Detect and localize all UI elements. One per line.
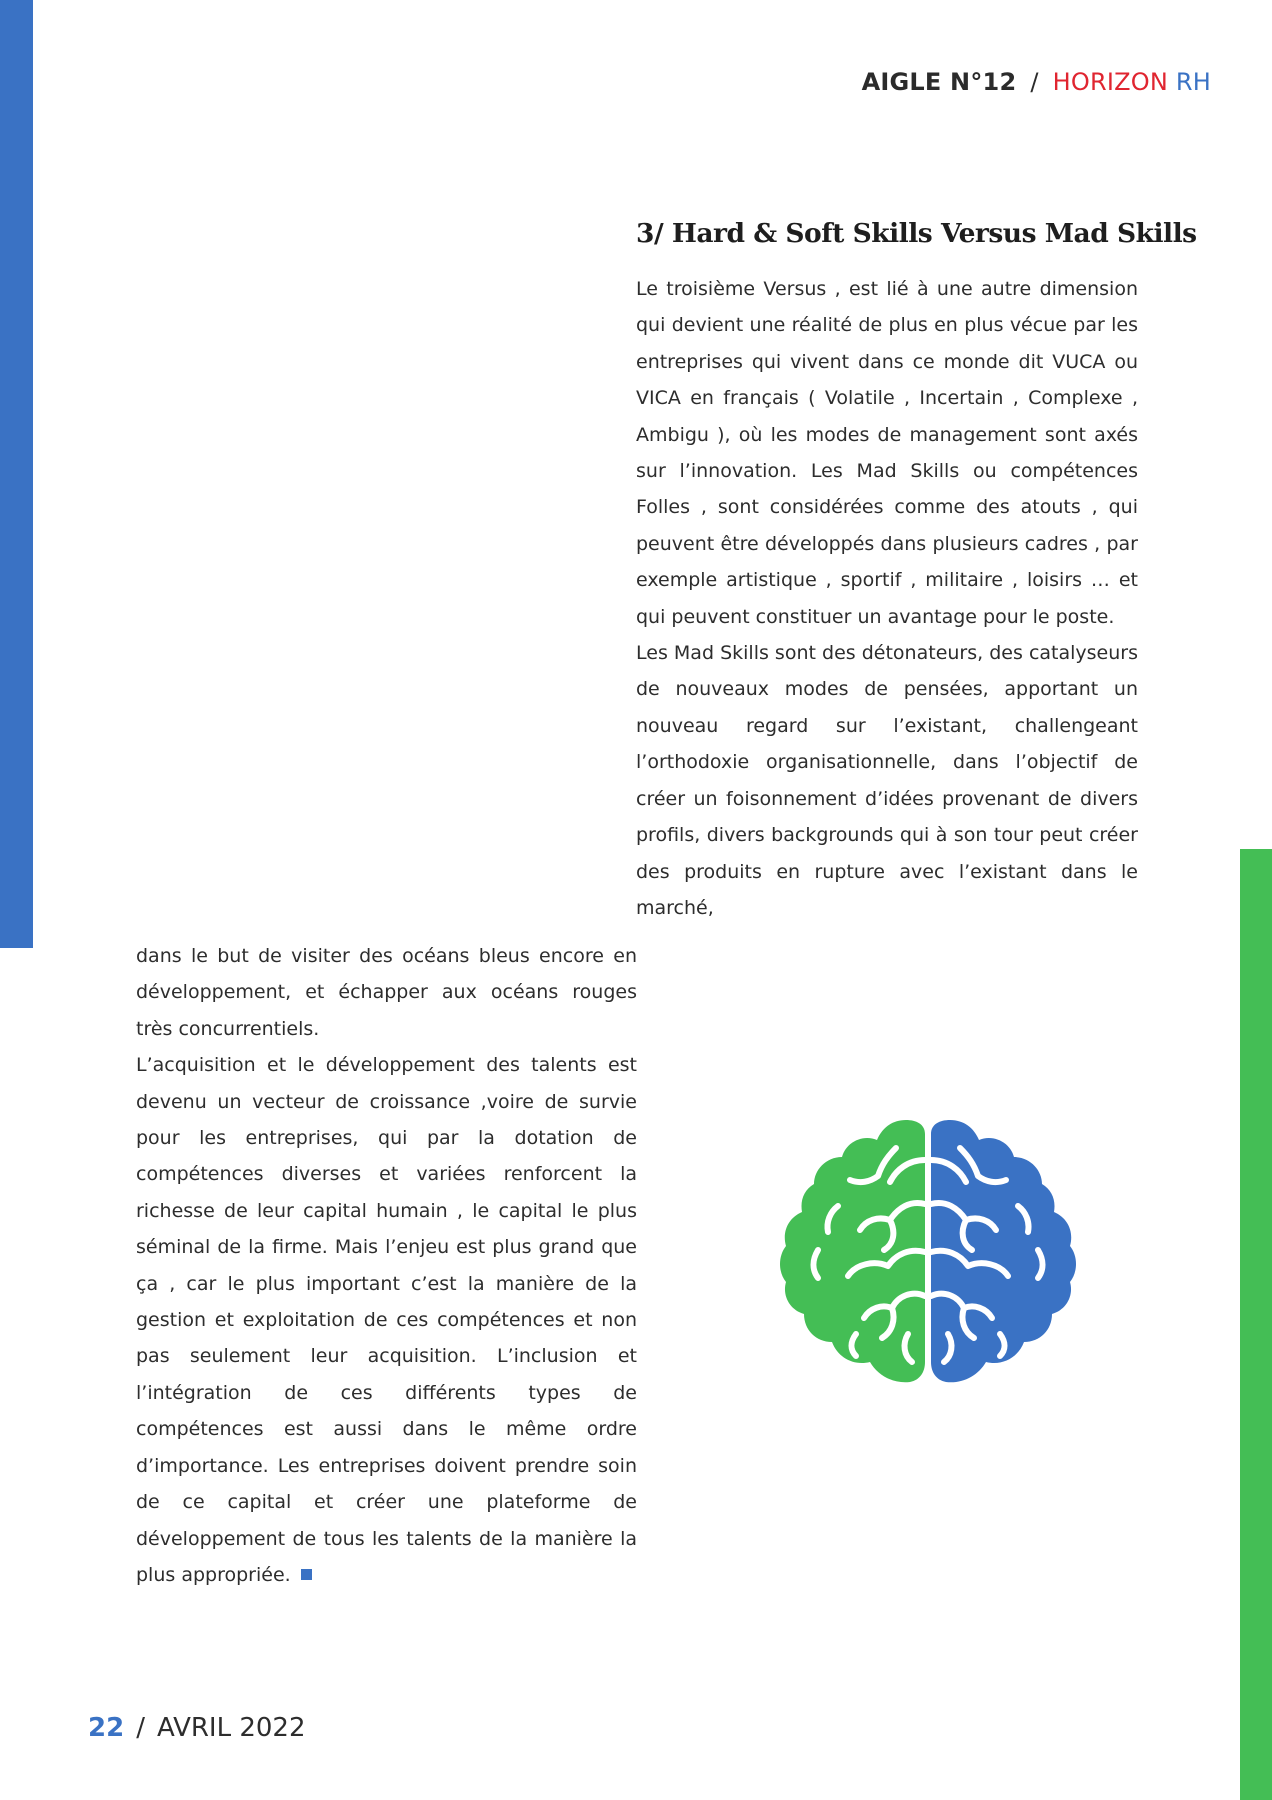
header-separator: / bbox=[1030, 68, 1039, 96]
paragraph-text: L’acquisition et le développement des talents est devenu un vecteur de croissance ,voire de survie pour les entreprises, qui par la dotation de compétences diverses et variées renforcent la richesse de leur capital humain , le capital le plus séminal de la firme. Mais l’enjeu est plus grand que ça , car le plus important c’est la manière de la gestion et exploitation de ces compétences et non pas seulement leur acquisition. L’inclusion et l’intégration de ces différents types de compétences est aussi dans le même ordre d’importance. Les entreprises doivent prendre soin de ce capital et créer une plateforme de développement de tous les talents de la manière la plus appropriée. bbox=[136, 1054, 637, 1586]
brain-icon bbox=[778, 1120, 1078, 1392]
page-header bbox=[862, 68, 1211, 96]
section-name-horizon: HORIZON bbox=[1052, 68, 1169, 96]
page-footer bbox=[88, 1713, 306, 1743]
section-title: 3/ Hard & Soft Skills Versus Mad Skills bbox=[636, 218, 1197, 249]
left-text-column bbox=[136, 938, 637, 1593]
issue-date: AVRIL 2022 bbox=[156, 1713, 306, 1743]
footer-separator: / bbox=[136, 1713, 145, 1743]
paragraph: Les Mad Skills sont des détonateurs, des catalyseurs de nouveaux modes de pensées, apportant un nouveau regard sur l’existant, challengeant l’orthodoxie organisationnelle, dans l’objectif de créer un foisonnement d’idées provenant de divers profils, divers backgrounds qui à son tour peut créer des produits en rupture avec l’existant dans le marché, bbox=[636, 642, 1138, 919]
paragraph: Le troisième Versus , est lié à une autre dimension qui devient une réalité de plus en plus vécue par les entreprises qui vivent dans ce monde dit VUCA ou VICA en français ( Volatile , Incertain , Complexe , Ambigu ), où les modes de management sont axés sur l’innovation. Les Mad Skills ou compétences Folles , sont considérées comme des atouts , qui peuvent être développés dans plusieurs cadres , par exemple artistique , sportif , militaire , loisirs … et qui peuvent constituer un avantage pour le poste. bbox=[636, 278, 1138, 628]
paragraph bbox=[136, 1047, 637, 1593]
left-accent-bar bbox=[0, 0, 33, 948]
issue-label: AIGLE N°12 bbox=[861, 68, 1017, 96]
page-number: 22 bbox=[88, 1713, 125, 1743]
right-text-column bbox=[636, 271, 1138, 926]
section-name-rh: RH bbox=[1175, 68, 1211, 96]
paragraph: dans le but de visiter des océans bleus encore en développement, et échapper aux océans rouges très concurrentiels. bbox=[136, 945, 637, 1040]
right-accent-bar bbox=[1240, 849, 1272, 1800]
end-of-article-mark bbox=[301, 1569, 312, 1580]
